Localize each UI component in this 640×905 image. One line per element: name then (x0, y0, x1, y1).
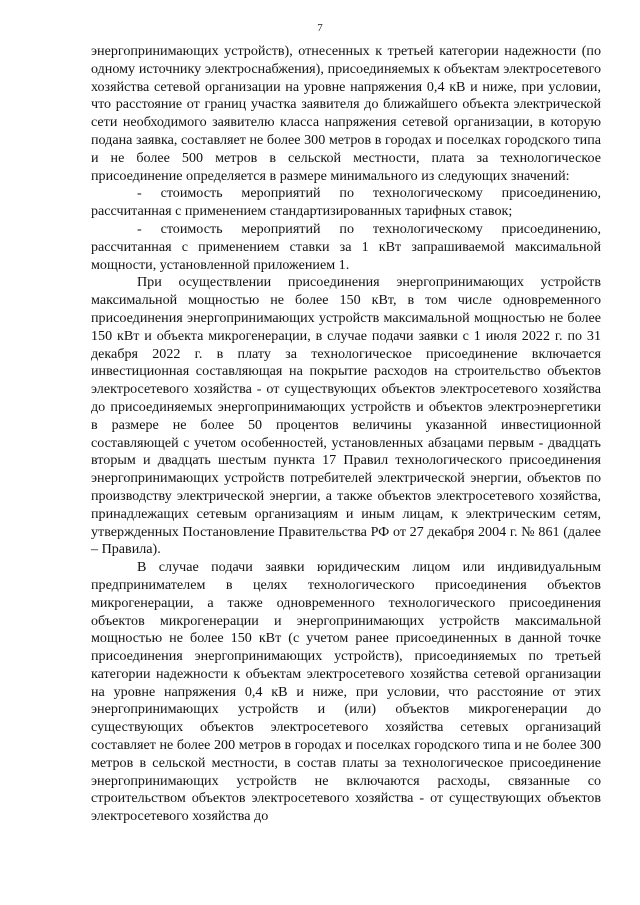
list-item-standard-rates: - стоимость мероприятий по технологическому присоединению, рассчитанная с применением стандартизированных тарифных ставок; (91, 185, 601, 220)
paragraph-continuation: энергопринимающих устройств), отнесенных к третьей категории надежности (по одному источнику электроснабжения), присоединяемых к объектам электросетевого хозяйства сетевой организации на уровне напряжения 0,4 кВ и ниже, при условии, что расстояние от границ участка заявителя до ближайшего объекта электрической сети необходимого заявителю класса напряжения сетевой организации, в которую подана заявка, составляет не более 300 метров в городах и поселках городского типа и не более 500 метров в сельской местности, плата за технологическое присоединение определяется в размере минимального из следующих значений: (91, 43, 601, 184)
page-number: 7 (317, 22, 323, 34)
paragraph-investment-component: При осуществлении присоединения энергопринимающих устройств максимальной мощностью не более 150 кВт, в том числе одновременного присоединения энергопринимающих устройств максимальной мощностью не более 150 кВт и объекта микрогенерации, в случае подачи заявки с 1 июля 2022 г. по 31 декабря 2022 г. в плату за технологическое присоединение включается инвестиционная составляющая на покрытие расходов на строительство объектов электросетевого хозяйства - от существующих объектов электросетевого хозяйства до присоединяемых энергопринимающих устройств и объектов электроэнергетики в размере не более 50 процентов величины указанной инвестиционной составляющей с учетом особенностей, установленных абзацами первым - двадцать вторым и двадцать шестым пункта 17 Правил технологического присоединения энергопринимающих устройств потребителей электрической энергии, объектов по производству электрической энергии, а также объектов электросетевого хозяйства, принадлежащих сетевым организациям и иным лицам, к электрическим сетям, утвержденных Постановление Правительства РФ от 27 декабря 2004 г. № 861 (далее – Правила). (91, 274, 601, 558)
list-item-per-kw-rate: - стоимость мероприятий по технологическому присоединению, рассчитанная с применением ставки за 1 кВт запрашиваемой максимальной мощности, установленной приложением 1. (91, 220, 601, 273)
paragraph-microgeneration: В случае подачи заявки юридическим лицом или индивидуальным предпринимателем в целях технологического присоединения объектов микрогенерации, а также одновременного технологического присоединения объектов микрогенерации и энергопринимающих устройств максимальной мощностью не более 150 кВт (с учетом ранее присоединенных в данной точке присоединения энергопринимающих устройств), присоединяемых по третьей категории надежности к объектам электросетевого хозяйства сетевой организации на уровне напряжения 0,4 кВ и ниже, при условии, что расстояние от этих энергопринимающих устройств и (или) объектов микрогенерации до существующих объектов электросетевого хозяйства сетевых организаций составляет не более 200 метров в городах и поселках городского типа и не более 300 метров в сельской местности, в состав платы за технологическое присоединение энергопринимающих устройств не включаются расходы, связанные со строительством объектов электросетевого хозяйства - от существующих объектов электросетевого хозяйства до (91, 559, 601, 825)
document-body (91, 43, 601, 826)
